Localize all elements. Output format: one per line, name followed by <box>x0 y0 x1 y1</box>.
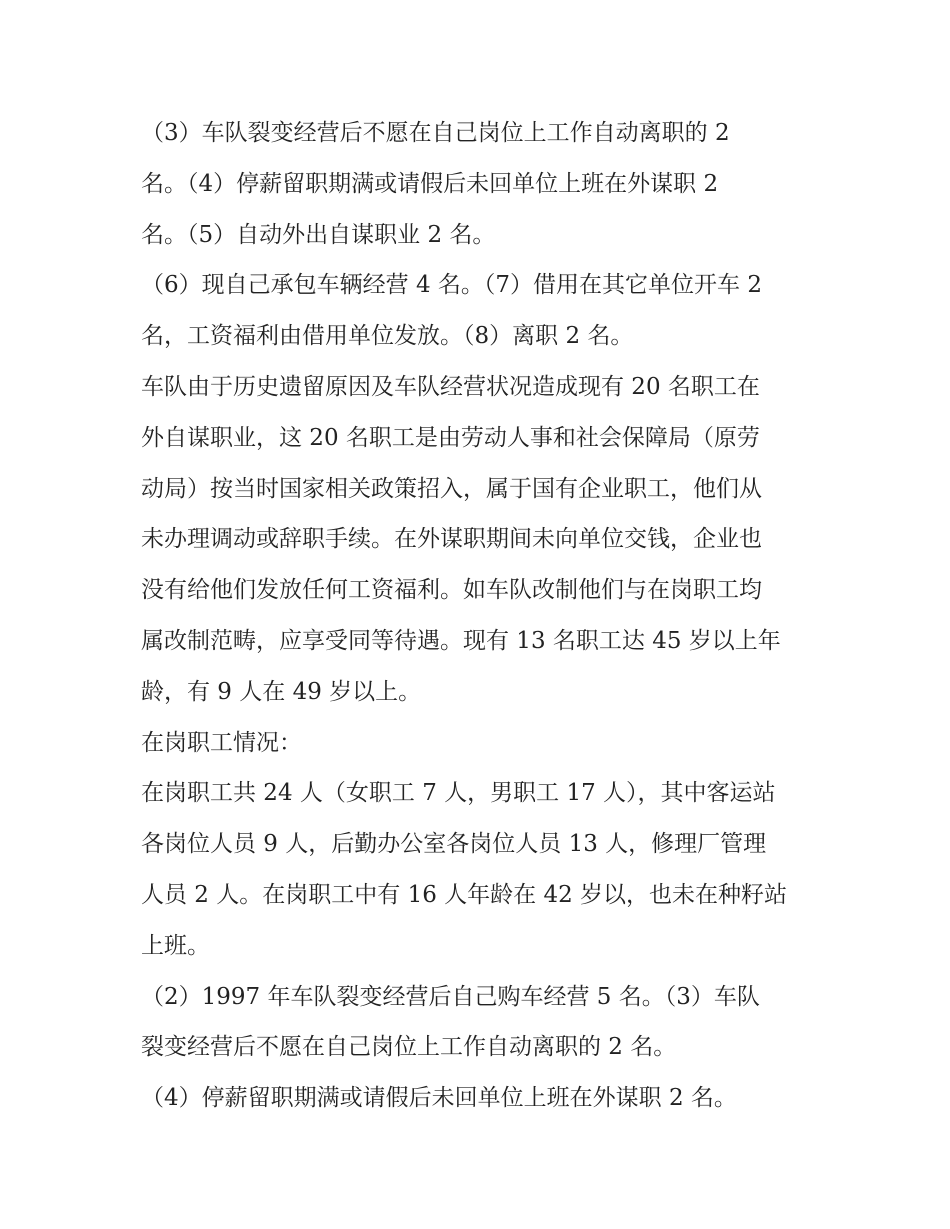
text-line: （4）停薪留职期满或请假后未回单位上班在外谋职 2 名。 <box>141 1085 737 1112</box>
text-line: 动局）按当时国家相关政策招入，属于国有企业职工，他们从 <box>141 475 762 502</box>
text-line: 车队由于历史遗留原因及车队经营状况造成现有 20 名职工在 <box>141 373 760 400</box>
text-line: （3）车队裂变经营后不愿在自己岗位上工作自动离职的 2 <box>141 120 730 146</box>
text-line: 未办理调动或辞职手续。在外谋职期间未向单位交钱，企业也 <box>141 526 762 553</box>
text-line: 裂变经营后不愿在自己岗位上工作自动离职的 2 名。 <box>141 1034 677 1061</box>
text-line: 名，工资福利由借用单位发放。（8）离职 2 名。 <box>141 323 634 350</box>
text-line: 名。（4）停薪留职期满或请假后未回单位上班在外谋职 2 <box>141 170 719 197</box>
text-line: 属改制范畴，应享受同等待遇。现有 13 名职工达 45 岁以上年 <box>141 627 781 654</box>
text-line: 名。（5）自动外出自谋职业 2 名。 <box>141 221 496 248</box>
section-heading: 在岗职工情况： <box>141 729 302 756</box>
text-line: 上班。 <box>141 932 210 959</box>
text-line: （6）现自己承包车辆经营 4 名。（7）借用在其它单位开车 2 <box>141 272 762 299</box>
document-text <box>141 108 841 1124</box>
text-line: （2）1997 年车队裂变经营后自己购车经营 5 名。（3）车队 <box>141 983 760 1010</box>
text-line: 在岗职工共 24 人（女职工 7 人，男职工 17 人），其中客运站 <box>141 780 776 807</box>
text-line: 人员 2 人。在岗职工中有 16 人年龄在 42 岁以，也未在种籽站 <box>141 881 788 908</box>
text-line: 外自谋职业，这 20 名职工是由劳动人事和社会保障局（原劳 <box>141 424 760 451</box>
text-line: 各岗位人员 9 人，后勤办公室各岗位人员 13 人，修理厂管理 <box>141 831 767 858</box>
text-line: 没有给他们发放任何工资福利。如车队改制他们与在岗职工均 <box>141 577 762 604</box>
text-line: 龄，有 9 人在 49 岁以上。 <box>141 678 422 705</box>
